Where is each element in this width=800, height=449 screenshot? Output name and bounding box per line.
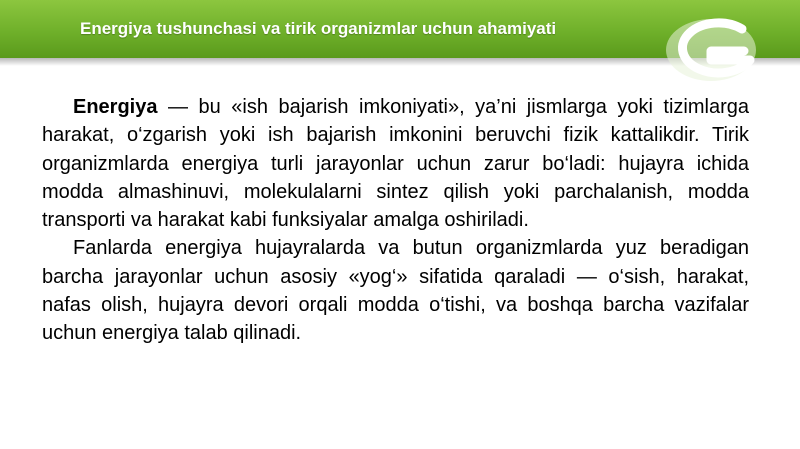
green-circle-logo-icon [664, 13, 762, 83]
paragraph-energy-role [42, 234, 749, 347]
paragraph-2-text: Fanlarda energiya hujayralarda va butun organizmlarda yuz beradigan barcha jarayonlar uchun asosiy «yog‘» sifatida qaraladi — o‘sish, harakat, nafas olish, hujayra devori orqali modda o‘tishi, va boshqa barcha vazifalar uchun energiya talab qilinadi. [42, 237, 749, 345]
paragraph-1-text: — bu «ish bajarish imkoniyati», ya’ni jismlarga yoki tizimlarga harakat, o‘zgarish yoki ish bajarish imkonini beruvchi fizik kattalikdir. Tirik organizmlarda energiya turli jarayonlar uchun zarur bo‘ladi: hujayra ichida modda almashinuvi, molekulalarni sintez qilish yoki parchalanish, modda transporti va harakat kabi funksiyalar amalga oshiriladi. [42, 96, 749, 232]
slide-body [42, 93, 749, 348]
slide-title: Energiya tushunchasi va tirik organizmlar uchun ahamiyati [80, 19, 557, 38]
term-energiya: Energiya [73, 96, 158, 118]
paragraph-energy-definition [42, 93, 749, 234]
